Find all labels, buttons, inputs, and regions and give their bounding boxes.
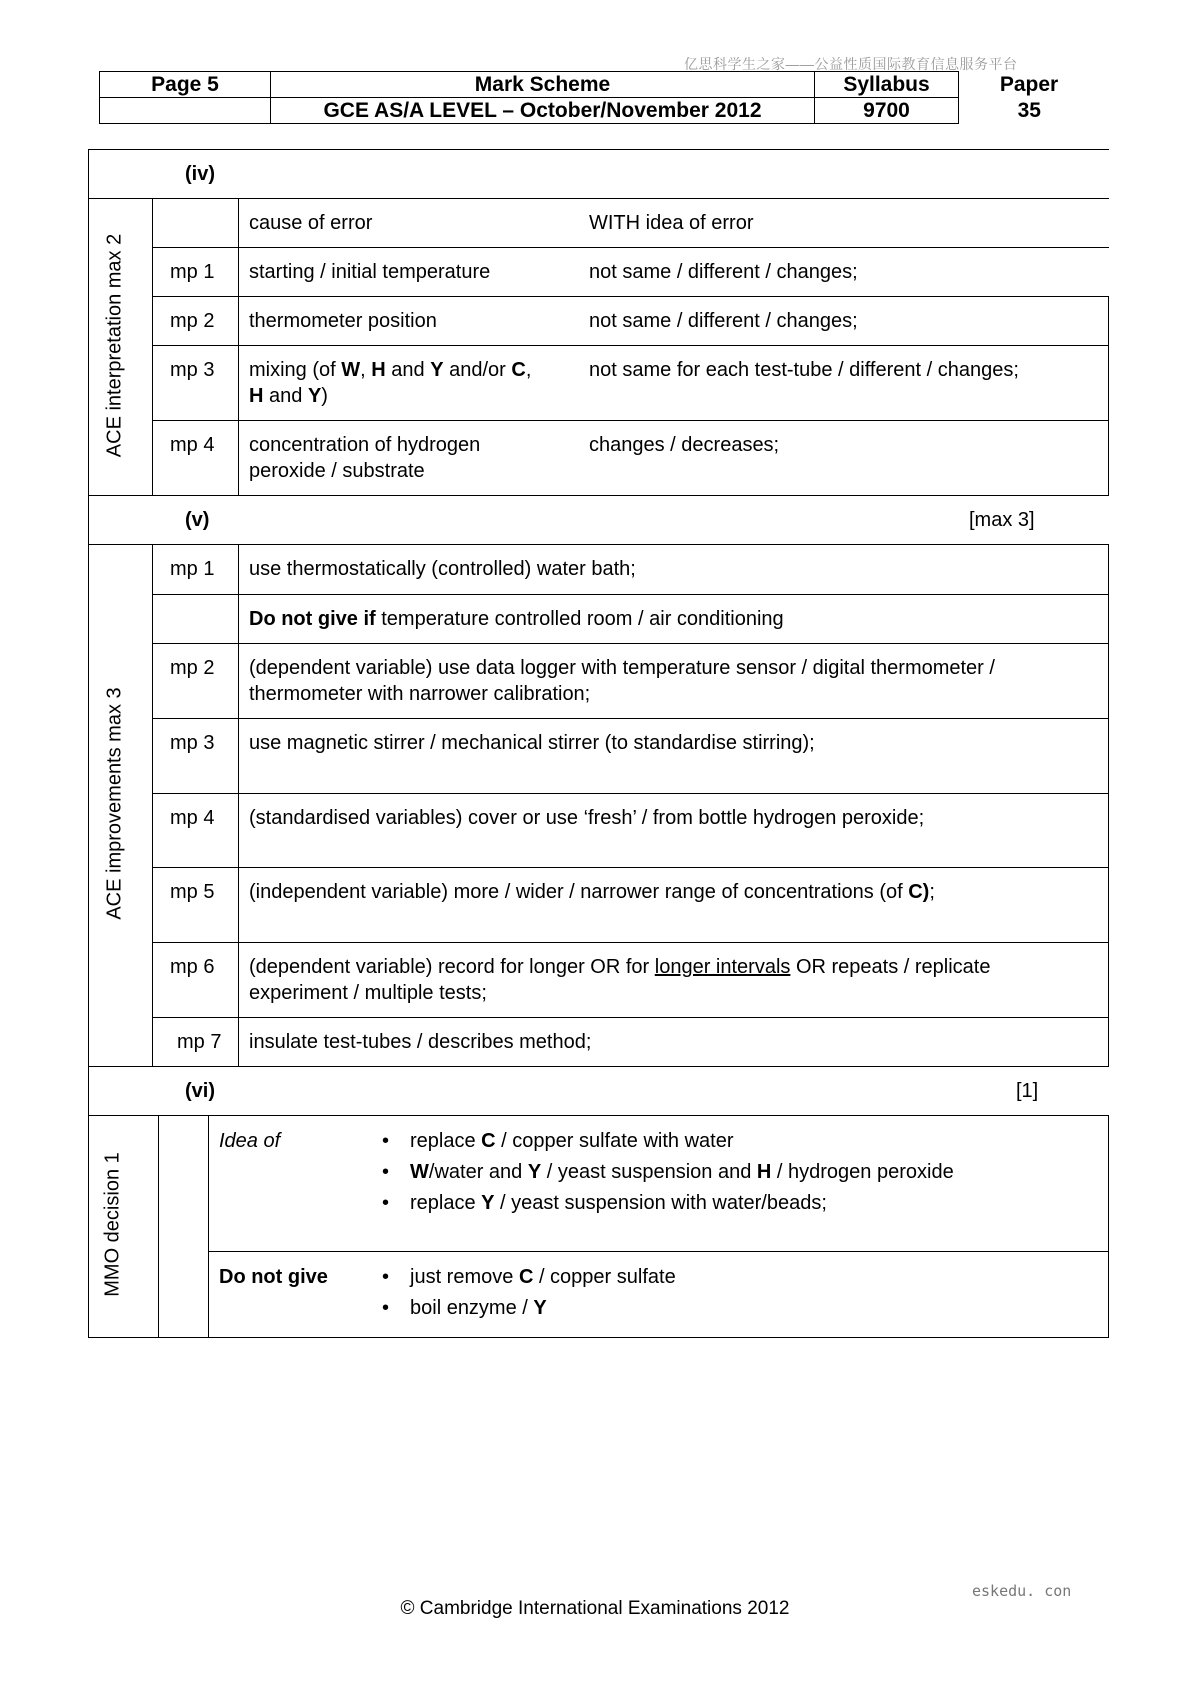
section-v-label: (v) [185,509,210,531]
idea-text: not same for each test-tube / different / changes; [589,359,1019,381]
ace-improvements-side-label: ACE improvements max 3 [103,687,126,920]
page-number: Page 5 [100,72,271,98]
cause-text: thermometer position [249,310,437,332]
syllabus-code: 9700 [815,98,959,124]
idea-text: not same / different / changes; [589,310,858,332]
do-not-give-list [380,1262,676,1324]
site-watermark: eskedu. con [972,1582,1072,1600]
mp-label: mp 1 [170,261,215,283]
idea-of-label: Idea of [219,1130,281,1152]
cause-text: starting / initial temperature [249,261,491,283]
paper-number: 35 [1017,98,1041,122]
mp-label: mp 4 [170,807,215,829]
exam-title: GCE AS/A LEVEL – October/November 2012 [271,98,815,124]
header-table [99,71,1100,124]
improvement-text: (standardised variables) cover or use ‘fresh’ / from bottle hydrogen peroxide; [249,807,925,829]
section-v-marks: [max 3] [969,509,1035,531]
mp-label: mp 3 [170,732,215,754]
idea-text: changes / decreases; [589,434,780,456]
ace-interpretation-side-label: ACE interpretation max 2 [103,233,126,458]
mp-label: mp 2 [170,310,215,332]
mp-label: mp 6 [170,956,215,978]
mp-label: mp 3 [170,359,215,381]
mp-label: mp 1 [170,558,215,580]
improvement-text: (dependent variable) record for longer OR for longer intervals OR repeats / replicate experiment / multiple tests; [249,956,991,1004]
col-idea-header: WITH idea of error [589,212,754,234]
improvement-text: insulate test-tubes / describes method; [249,1031,592,1053]
list-item: • W/water and Y / yeast suspension and H / hydrogen peroxide [380,1157,954,1188]
list-item: • boil enzyme / Y [380,1293,676,1324]
section-vi-marks: [1] [1016,1080,1039,1102]
mp-label: mp 4 [170,434,215,456]
syllabus-label: Syllabus [815,72,959,98]
section-iv-label: (iv) [185,163,215,185]
list-item: • just remove C / copper sulfate [380,1262,676,1293]
section-vi-label: (vi) [185,1080,215,1102]
improvement-text: use thermostatically (controlled) water bath; [249,558,636,580]
improvement-text: use magnetic stirrer / mechanical stirrer (to standardise stirring); [249,732,815,754]
cause-text: concentration of hydrogen peroxide / substrate [249,434,481,482]
idea-text: not same / different / changes; [589,261,858,283]
do-not-give-label: Do not give [219,1266,328,1288]
list-item: • replace Y / yeast suspension with water/beads; [380,1188,954,1219]
watermark-text: 亿思科学生之家——公益性质国际教育信息服务平台 [684,56,1018,72]
mmo-decision-side-label: MMO decision 1 [101,1152,124,1297]
mp-label: mp 2 [170,657,215,679]
improvement-text: (dependent variable) use data logger with temperature sensor / digital thermometer / thermometer with narrower calibration; [249,657,995,705]
col-cause-header: cause of error [249,212,373,234]
do-not-give-text: Do not give if temperature controlled room / air conditioning [249,608,784,630]
improvement-text: (independent variable) more / wider / narrower range of concentrations (of C); [249,881,935,903]
mark-scheme-title: Mark Scheme [271,72,815,98]
paper-label: Paper [999,72,1059,96]
copyright-footer: © Cambridge International Examinations 2012 [400,1598,790,1619]
cause-text: mixing (of W, H and Y and/or C, H and Y) [249,359,532,407]
idea-of-list [380,1126,954,1219]
mp-label: mp 7 [177,1031,222,1053]
mp-label: mp 5 [170,881,215,903]
list-item: • replace C / copper sulfate with water [380,1126,954,1157]
